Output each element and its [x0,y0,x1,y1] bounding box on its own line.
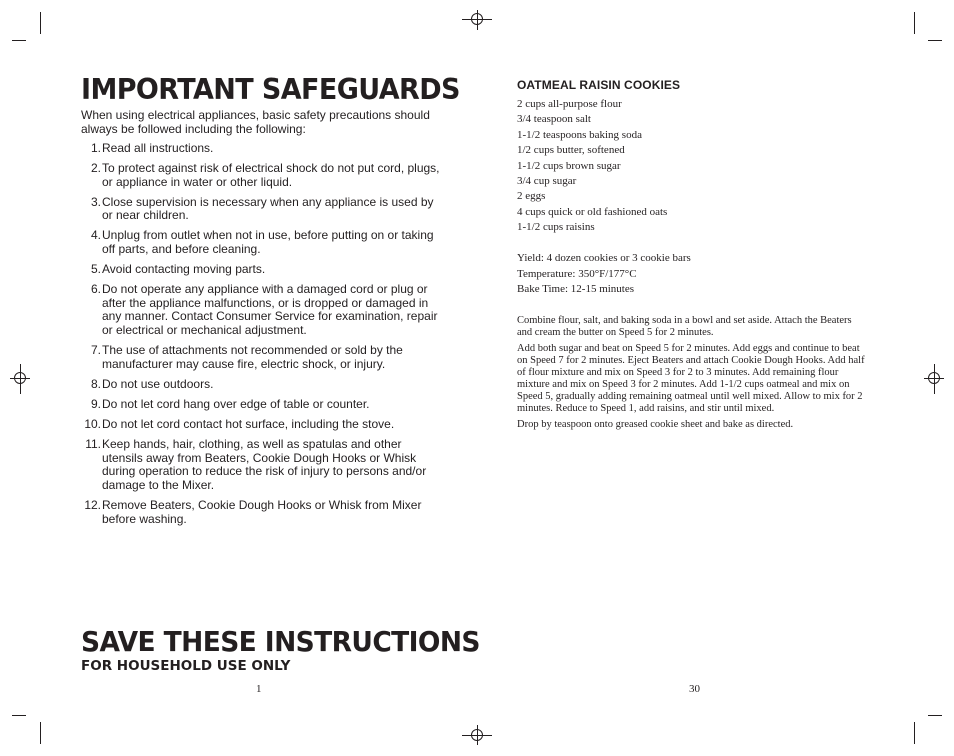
save-instructions-heading: SAVE THESE INSTRUCTIONS [81,625,480,659]
list-item: 3. Close supervision is necessary when any appliance is used by or near children. [90,194,434,223]
ingredient-item: 2 eggs [517,190,546,203]
list-item: 12. Remove Beaters, Cookie Dough Hooks or Whisk from Mixer before washing. [84,497,422,526]
recipe-step: Add both sugar and beat on Speed 5 for 2 minutes. Add eggs and continue to beat on Speed 7 for 2 minutes. Eject Beaters and attach Cookie Dough Hooks. Add half of flour mixture and mix on Speed 3 for 2 to 3 minutes. Add remaining flour mixture and mix on Speed 3 for 2 minutes. Add 1-1/2 cups oatmeal and mix on Speed 5, gradually adding remaining oatmeal until well mixed. Allow to mix for 2 minutes. Reduce to Speed 1, add raisins, and stir until mixed. [517,343,865,414]
crop-mark [12,715,26,716]
crop-mark [12,40,26,41]
crop-mark [914,722,915,744]
recipe-temperature: Temperature: 350°F/177°C [517,267,637,280]
crop-mark [40,12,41,34]
list-item: 10. Do not let cord contact hot surface, including the stove. [84,417,395,431]
ingredient-list [517,97,667,236]
ingredient-item: 3/4 teaspoon salt [517,113,591,126]
list-item: 1. Read all instructions. [90,141,214,155]
list-item: 9. Do not let cord hang over edge of table or counter. [90,396,370,411]
page-number-left: 1 [256,683,262,695]
recipe-meta [517,251,691,298]
ingredient-item: 2 cups all-purpose flour [517,98,622,110]
crop-mark [40,722,41,744]
safeguards-heading: IMPORTANT SAFEGUARDS [81,73,460,107]
list-item: 5. Avoid contacting moving parts. [90,262,266,277]
page-number-right: 30 [689,683,700,695]
recipe-steps [517,315,867,435]
recipe-title: OATMEAL RAISIN COOKIES [517,78,681,92]
list-item: 8. Do not use outdoors. [90,376,214,391]
list-item: 11. Keep hands, hair, clothing, as well as spatulas and other utensils away from Beaters, Cookie Dough Hooks or Whisk during operation to reduce the risk of injury to persons and/or damage to the Mixer. [85,437,427,492]
recipe-step: Drop by teaspoon onto greased cookie sheet and bake as directed. [517,419,794,430]
list-item: 6. Do not operate any appliance with a damaged cord or plug or after the appliance malfunctions, or is dropped or damaged in any manner. Contact Consumer Service for examination, repair or electrical or mechanical adjustment. [90,282,438,338]
ingredient-item: 4 cups quick or old fashioned oats [517,205,668,218]
list-item: 7. The use of attachments not recommended or sold by the manufacturer may cause fire, electric shock, or injury. [90,343,403,371]
crop-mark [914,12,915,34]
ingredient-item: 1-1/2 cups raisins [517,221,595,234]
ingredient-item: 1-1/2 cups brown sugar [517,159,621,172]
safeguards-intro: When using electrical appliances, basic safety precautions should always be followed including the following: [81,108,430,136]
ingredient-item: 1-1/2 teaspoons baking soda [517,128,642,141]
ingredient-item: 1/2 cups butter, softened [517,144,625,157]
list-item: 4. Unplug from outlet when not in use, before putting on or taking off parts, and before cleaning. [90,228,434,257]
recipe-bake-time: Bake Time: 12-15 minutes [517,283,635,296]
ingredient-item: 3/4 cup sugar [517,175,577,188]
recipe-yield: Yield: 4 dozen cookies or 3 cookie bars [517,252,691,264]
recipe-step: Combine flour, salt, and baking soda in a bowl and set aside. Attach the Beaters and cream the butter on Speed 5 for 2 minutes. [517,315,852,338]
crop-mark [928,715,942,716]
household-use-subheading: FOR HOUSEHOLD USE ONLY [81,658,291,674]
crop-mark [928,40,942,41]
list-item: 2. To protect against risk of electrical shock do not put cord, plugs, or appliance in water or other liquid. [90,161,440,189]
safeguards-list [81,142,445,526]
